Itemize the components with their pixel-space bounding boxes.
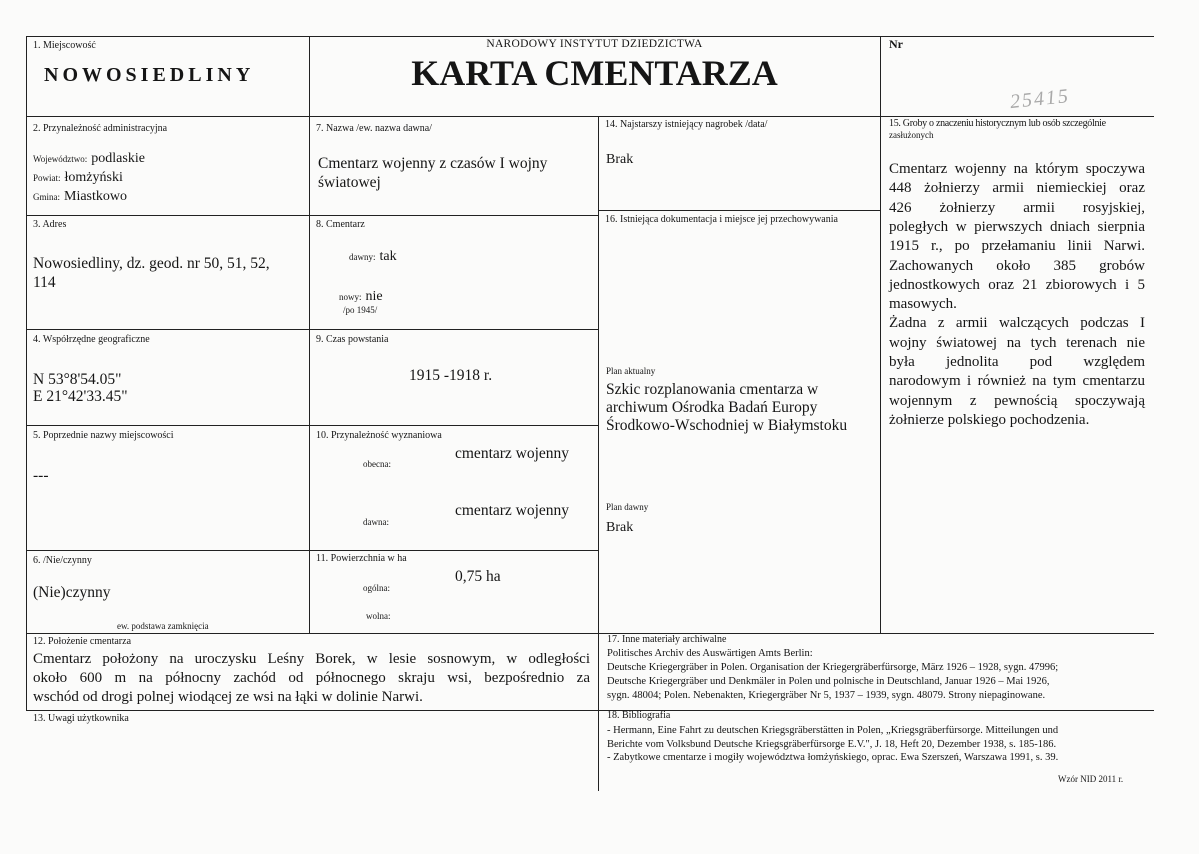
field-10-label: 10. Przynależność wyznaniowa bbox=[316, 430, 442, 441]
commune-value: Miastkowo bbox=[64, 189, 127, 204]
historic-graves-line: Zachowanych około 385 grobów bbox=[889, 257, 1145, 274]
current-plan-line-2: archiwum Ośrodka Badań Europy bbox=[606, 399, 818, 416]
historic-graves-line: wojny światowej na tych terenach nie bbox=[889, 334, 1145, 351]
archival-line: sygn. 48004; Polen. Nebenakten, Kriegergräber Nr 5, 1937 – 1939, sygn. 48079. Strony niepaginowane. bbox=[607, 690, 1046, 701]
former-plan-label: Plan dawny bbox=[606, 502, 649, 512]
address-line-1: Nowosiedliny, dz. geod. nr 50, 51, 52, bbox=[33, 255, 270, 272]
current-plan-label: Plan aktualny bbox=[606, 366, 656, 376]
field-5-label: 5. Poprzednie nazwy miejscowości bbox=[33, 430, 174, 441]
former-denomination-label: dawna: bbox=[363, 517, 389, 527]
founding-period-value: 1915 -1918 r. bbox=[409, 367, 493, 384]
field-13-label: 13. Uwagi użytkownika bbox=[33, 713, 129, 724]
historic-graves-line: 1915 r., po przełamaniu linii Narwi. bbox=[889, 238, 1145, 255]
form-version: Wzór NID 2011 r. bbox=[1058, 774, 1124, 784]
historic-graves-line: masowych. bbox=[889, 296, 957, 313]
archival-line: Deutsche Kriegergräber in Polen. Organisation der Kriegergräberfürsorge, März 1926 – 1928, sygn. 47996; bbox=[607, 662, 1059, 673]
new-cemetery-row bbox=[339, 287, 383, 305]
field-14-label: 14. Najstarszy istniejący nagrobek /data/ bbox=[605, 119, 768, 130]
cemetery-name-line-1: Cmentarz wojenny z czasów I wojny bbox=[318, 155, 548, 172]
historic-graves-line: poległych w pierwszych dniach sierpnia bbox=[889, 218, 1145, 235]
handwritten-number: 25415 bbox=[1008, 84, 1071, 114]
rule-top bbox=[26, 36, 1154, 37]
commune-label: Gmina: bbox=[33, 192, 60, 202]
historic-graves-line: była jednolita pod względem bbox=[889, 354, 1145, 370]
rule-col4 bbox=[880, 36, 881, 633]
rule-row-12 bbox=[26, 633, 1154, 634]
latitude: N 53°8'54.05" bbox=[33, 371, 122, 388]
voivodeship-value: podlaskie bbox=[91, 151, 145, 166]
historic-graves-line: 448 żołnierzy armii niemieckiej oraz bbox=[889, 180, 1145, 197]
rule-header-bottom bbox=[26, 116, 1154, 117]
archival-line: Deutsche Kriegergräber und Denkmäler in Polen und polnische in Deutschland, Januar 1926 – Mai 1926, bbox=[607, 676, 1050, 687]
historic-graves-line: wojennym z pewnością spoczywają bbox=[889, 392, 1145, 409]
current-denomination-label: obecna: bbox=[363, 459, 391, 469]
rule-row-13 bbox=[26, 710, 1154, 711]
voivodeship-label: Województwo: bbox=[33, 154, 88, 164]
field-9-label: 9. Czas powstania bbox=[316, 334, 389, 345]
rule-col3-16 bbox=[598, 210, 880, 211]
longitude: E 21°42'33.45" bbox=[33, 388, 128, 405]
after-1945-note: /po 1945/ bbox=[343, 305, 378, 315]
historic-graves-line: Żadna z armii walczących podczas I bbox=[889, 315, 1145, 332]
total-area-value: 0,75 ha bbox=[455, 568, 501, 585]
county-label: Powiat: bbox=[33, 173, 61, 183]
former-denomination-value: cmentarz wojenny bbox=[455, 502, 570, 519]
county-value: łomżyński bbox=[64, 170, 123, 185]
cemetery-name-line-2: światowej bbox=[318, 174, 381, 191]
field-2-label: 2. Przynależność administracyjna bbox=[33, 123, 168, 134]
rule-col3 bbox=[598, 116, 599, 791]
historic-graves-line: narodowym i również na tym cmentarzu bbox=[889, 373, 1145, 390]
archival-materials bbox=[607, 647, 1058, 703]
archival-line: Politisches Archiv des Auswärtigen Amts Berlin: bbox=[607, 648, 813, 659]
location-line-2: około 600 m na północny zachód od północnego skraju wsi, bezpośrednio za bbox=[33, 670, 590, 686]
current-plan-line-3: Środkowo-Wschodniej w Białymstoku bbox=[606, 417, 848, 434]
field-8-label: 8. Cmentarz bbox=[316, 219, 365, 230]
historic-graves-line: jednostkowych oraz 21 zbiorowych i 5 bbox=[889, 276, 1145, 293]
field-3-label: 3. Adres bbox=[33, 219, 67, 230]
field-15-label-cont: zasłużonych bbox=[889, 130, 934, 140]
historic-graves-line: Cmentarz wojenny na którym spoczywa bbox=[889, 161, 1145, 177]
field-4-label: 4. Współrzędne geograficzne bbox=[33, 334, 150, 345]
rule-left-5 bbox=[26, 425, 598, 426]
oldest-tombstone-value: Brak bbox=[606, 152, 634, 167]
active-status-value: (Nie)czynny bbox=[33, 584, 111, 601]
current-denomination-value: cmentarz wojenny bbox=[455, 445, 570, 462]
nr-label: Nr bbox=[889, 37, 903, 51]
rule-left-4 bbox=[26, 329, 598, 330]
rule-col2 bbox=[309, 36, 310, 633]
field-1-label: 1. Miejscowość bbox=[33, 40, 96, 51]
bibliography-line: Berichte vom Volksbund Deutsche Kriegsgräberfürsorge E.V.", J. 18, Heft 20, Dezember 1938, s. 185-186. bbox=[607, 738, 1057, 750]
institute-name: NARODOWY INSTYTUT DZIEDZICTWA bbox=[486, 38, 703, 50]
closure-basis-note: ew. podstawa zamknięcia bbox=[117, 621, 209, 631]
document-title: KARTA CMENTARZA bbox=[411, 53, 778, 93]
historic-graves-line: 426 żołnierzy armii rosyjskiej, bbox=[889, 199, 1145, 216]
field-12-label: 12. Położenie cmentarza bbox=[33, 636, 132, 647]
voivodeship-row bbox=[33, 149, 145, 167]
rule-col1 bbox=[26, 36, 27, 711]
location-line-1: Cmentarz położony na uroczysku Leśny Borek, w lesie sosnowym, w odległości bbox=[33, 651, 590, 667]
bibliography-line: - Hermann, Eine Fahrt zu deutschen Kriegsgräberstätten in Polen, „Kriegsgräberfürsorge. Mitteilungen und bbox=[607, 725, 1059, 736]
former-cemetery-label: dawny: bbox=[349, 252, 376, 262]
former-cemetery-row bbox=[349, 247, 397, 265]
field-16-label: 16. Istniejąca dokumentacja i miejsce jej przechowywania bbox=[605, 214, 838, 225]
new-cemetery-label: nowy: bbox=[339, 292, 362, 302]
bibliography bbox=[607, 724, 1058, 765]
address-line-2: 114 bbox=[33, 274, 56, 291]
field-11-label: 11. Powierzchnia w ha bbox=[316, 553, 407, 564]
former-plan-value: Brak bbox=[606, 520, 634, 535]
location-line-3: wschód od drogi polnej wiodącej ze wsi na łąki w dolinie Narwi. bbox=[33, 689, 423, 705]
locality-name: NOWOSIEDLINY bbox=[44, 64, 255, 86]
commune-row bbox=[33, 187, 127, 205]
field-7-label: 7. Nazwa /ew. nazwa dawna/ bbox=[316, 123, 432, 134]
rule-left-6 bbox=[26, 550, 598, 551]
former-cemetery-value: tak bbox=[379, 249, 397, 264]
historic-graves-line: żołnierze polskiego pochodzenia. bbox=[889, 411, 1090, 428]
county-row bbox=[33, 168, 123, 186]
former-names-value: --- bbox=[33, 467, 49, 484]
field-18-label: 18. Bibliografia bbox=[607, 710, 671, 721]
current-plan-line-1: Szkic rozplanowania cmentarza w bbox=[606, 381, 819, 398]
new-cemetery-value: nie bbox=[365, 289, 383, 304]
bibliography-line: - Zabytkowe cmentarze i mogiły województwa łomżyńskiego, oprac. Ewa Szerszeń, Warszawa 1991, s. 39. bbox=[607, 752, 1059, 763]
free-area-label: wolna: bbox=[366, 611, 391, 621]
field-6-label: 6. /Nie/czynny bbox=[33, 555, 92, 566]
total-area-label: ogólna: bbox=[363, 583, 390, 593]
field-15-label: 15. Groby o znaczeniu historycznym lub osób szczególnie bbox=[889, 118, 1106, 129]
rule-left-3 bbox=[26, 215, 598, 216]
field-17-label: 17. Inne materiały archiwalne bbox=[607, 634, 727, 645]
